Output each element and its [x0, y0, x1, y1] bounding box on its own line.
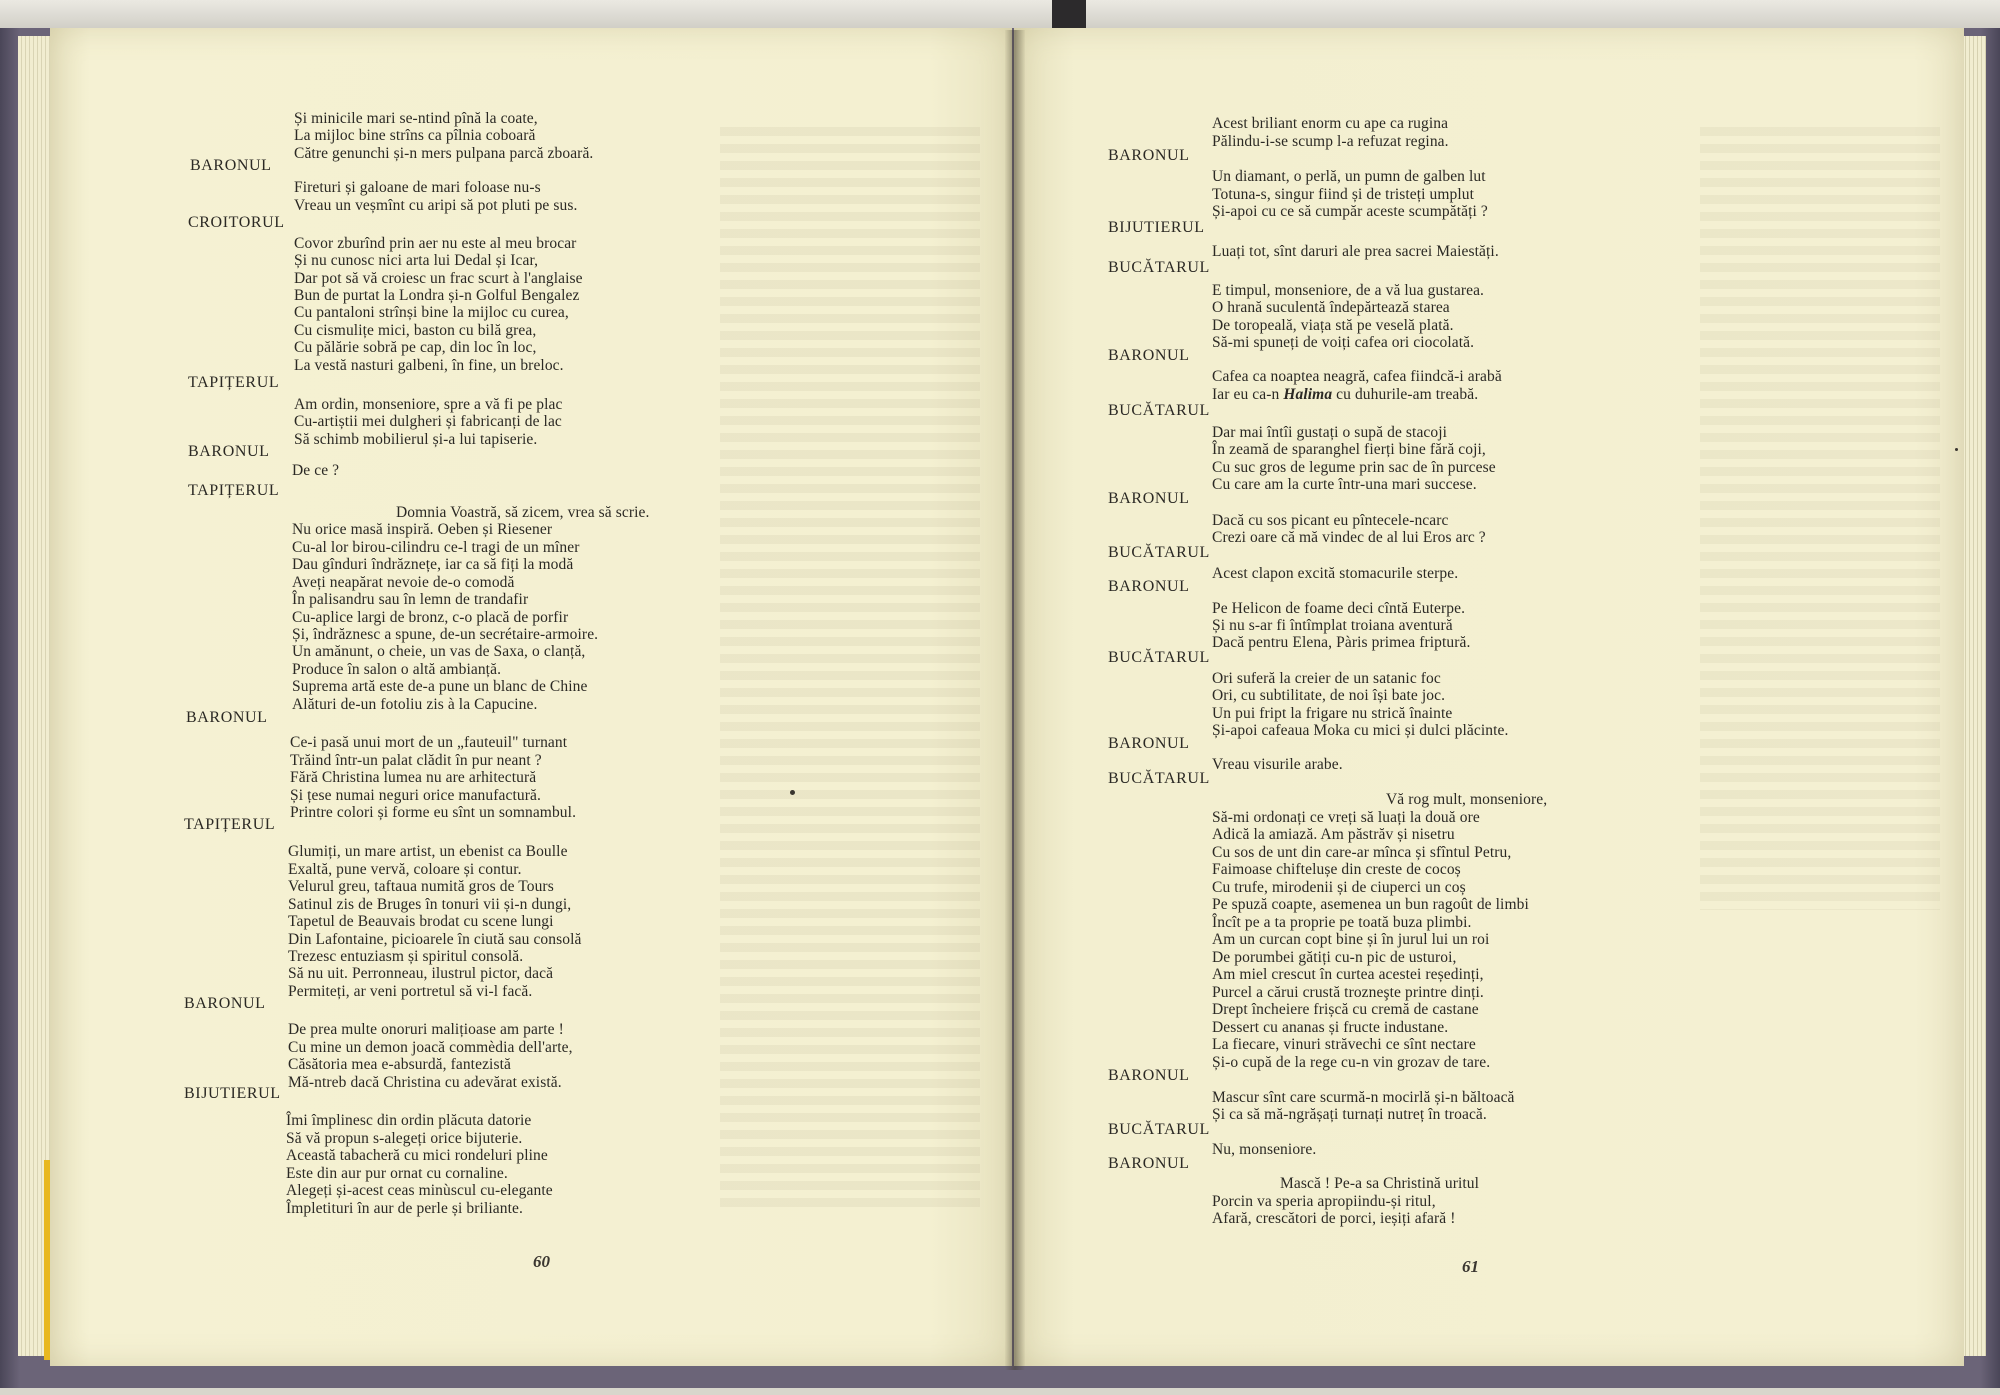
verse-line: Iar eu ca-n Halima cu duhurile-am treabă. — [1212, 386, 1479, 403]
verse-line: Și-o cupă de la rege cu-n vin grozav de tare. — [1212, 1054, 1491, 1071]
verse-line: Suprema artă este de-a pune un blanc de Chine — [292, 678, 588, 695]
speaker-name: BARONUL — [1108, 1067, 1190, 1084]
verse-line: Cu mine un demon joacă commèdia dell'arte, — [288, 1039, 573, 1056]
verse-line: Acest clapon excită stomacurile sterpe. — [1212, 565, 1459, 582]
speaker-name: BARONUL — [1108, 147, 1190, 164]
verse-line: Către genunchi și-n mers pulpana parcă zboară. — [294, 145, 594, 162]
verse-line: Ce-i pasă unui mort de un „fauteuil" turnant — [290, 734, 568, 751]
verse-line: Am miel crescut în curtea acestei reședinți, — [1212, 966, 1484, 983]
verse-line: Este din aur pur ornat cu cornaline. — [286, 1165, 508, 1182]
speaker-name: CROITORUL — [188, 214, 285, 231]
verse-line: Adică la amiază. Am păstrăv și nisetru — [1212, 826, 1455, 843]
verse-line: Purcel a cărui crustă trozneşte printre dinți. — [1212, 984, 1484, 1001]
verse-line: Cu pălărie sobră pe cap, din loc în loc, — [294, 339, 537, 356]
speaker-name: BARONUL — [188, 443, 270, 460]
speaker-name: BUCĂTARUL — [1108, 259, 1210, 276]
verse-line: Trezesc entuziasm și spiritul consolă. — [288, 948, 524, 965]
speaker-name: BARONUL — [190, 157, 272, 174]
verse-line: Această tabacheră cu mici rondeluri pline — [286, 1147, 548, 1164]
verse-line: Cu suc gros de legume prin sac de în purcese — [1212, 459, 1496, 476]
verse-line: Pălindu-i-se scump l-a refuzat regina. — [1212, 133, 1449, 150]
ink-dot — [790, 790, 795, 795]
verse-line: Să nu uit. Perronneau, ilustrul pictor, dacă — [288, 965, 554, 982]
verse-line: Produce în salon o altă ambianță. — [292, 661, 502, 678]
verse-line: Nu, monseniore. — [1212, 1141, 1317, 1158]
speaker-name: BUCĂTARUL — [1108, 544, 1210, 561]
verse-line: Din Lafontaine, picioarele în ciută sau consolă — [288, 931, 582, 948]
verse-line: Satinul zis de Bruges în tonuri vii și-n dungi, — [288, 896, 572, 913]
verse-line: Acest briliant enorm cu ape ca rugina — [1212, 115, 1449, 132]
verse-line: Dacă pentru Elena, Pàris primea friptură. — [1212, 634, 1471, 651]
verse-line: Dau gînduri îndrăznețe, iar ca să fiți la modă — [292, 556, 574, 573]
verse-line: Dar pot să vă croiesc un frac scurt à l'anglaise — [294, 270, 583, 287]
verse-line: Fireturi și galoane de mari foloase nu-s — [294, 179, 541, 196]
speaker-name: BARONUL — [1108, 490, 1190, 507]
verse-line: Să vă propun s-alegeți orice bijuterie. — [286, 1130, 523, 1147]
verse-line: De porumbei gătiți cu-n pic de usturoi, — [1212, 949, 1457, 966]
verse-line: Vă rog mult, monseniore, — [1386, 791, 1548, 808]
verse-line: Drept încheiere frișcă cu cremă de castane — [1212, 1001, 1479, 1018]
right-page-number: 61 — [1462, 1257, 1479, 1276]
verse-line: Să-mi spuneți de voiți cafea ori ciocolată. — [1212, 334, 1475, 351]
verse-line: Totuna-s, singur fiind și de tristeți umplut — [1212, 186, 1475, 203]
verse-line: Ori suferă la creier de un satanic foc — [1212, 670, 1441, 687]
speaker-name: BARONUL — [1108, 1155, 1190, 1172]
verse-line: Crezi oare că mă vindec de al lui Eros arc ? — [1212, 529, 1486, 546]
verse-line: Pe Helicon de foame deci cîntă Euterpe. — [1212, 600, 1466, 617]
verse-line: Dessert cu ananas și fructe industane. — [1212, 1019, 1449, 1036]
page-edges-left — [18, 36, 52, 1356]
verse-line: Cu-al lor birou-cilindru ce-l tragi de un mîner — [292, 539, 580, 556]
verse-line: Să-mi ordonați ce vreți să luați la două ore — [1212, 809, 1480, 826]
verse-line: În palisandru sau în lemn de trandafir — [292, 591, 529, 608]
verse-line: Aveți neapărat nevoie de-o comodă — [292, 574, 515, 591]
verse-line: Împletituri în aur de perle și briliante. — [286, 1200, 523, 1217]
verse-line: Și-apoi cafeaua Moka cu mici și dulci plăcinte. — [1212, 722, 1509, 739]
verse-line: E timpul, monseniore, de a vă lua gustarea. — [1212, 282, 1485, 299]
verse-line: Cu pantaloni strînși bine la mijloc cu curea, — [294, 304, 569, 321]
verse-line: Permiteți, ar veni portretul să vi-l facă. — [288, 983, 533, 1000]
verse-line: Un pui fript la frigare nu strică înainte — [1212, 705, 1453, 722]
verse-line: Trăind într-un palat clădit în pur neant ? — [290, 752, 542, 769]
verse-line: Nu orice masă inspiră. Oeben și Riesener — [292, 521, 553, 538]
left-page-number: 60 — [533, 1252, 550, 1271]
verse-line: Porcin va speria apropiindu-și ritul, — [1212, 1193, 1436, 1210]
verse-line: Și țese numai neguri orice manufactură. — [290, 787, 541, 804]
verse-line: Exaltă, pune vervă, coloare și contur. — [288, 861, 522, 878]
show-through-texture-right — [1700, 110, 1940, 910]
verse-line: Cu-artiștii mei dulgheri și fabricanți de lac — [294, 413, 562, 430]
book-gutter — [1005, 30, 1025, 1370]
verse-line: Cu care am la curte într-una mari succese. — [1212, 476, 1477, 493]
verse-line: Am ordin, monseniore, spre a vă fi pe plac — [294, 396, 563, 413]
verse-line: Și-apoi cu ce să cumpăr aceste scumpătăți ? — [1212, 203, 1488, 220]
speaker-name: TAPIȚERUL — [184, 816, 276, 833]
verse-line: Și nu s-ar fi întîmplat troiana aventură — [1212, 617, 1453, 634]
verse-line: Luați tot, sînt daruri ale prea sacrei Maiestăți. — [1212, 243, 1499, 260]
verse-line: Cafea ca noaptea neagră, cafea fiindcă-i arabă — [1212, 368, 1502, 385]
verse-line: Mascur sînt care scurmă-n mocirlă și-n băltoacă — [1212, 1089, 1515, 1106]
verse-line: O hrană suculentă îndepărtează starea — [1212, 299, 1450, 316]
verse-line: La vestă nasturi galbeni, în fine, un breloc. — [294, 357, 564, 374]
verse-line: Încît pe a ta proprie pe toată buza plimbi. — [1212, 914, 1472, 931]
verse-line: În zeamă de sparanghel fierți bine fără coji, — [1212, 441, 1486, 458]
verse-line: Și, îndrăznesc a spune, de-un secrétaire-armoire. — [292, 626, 599, 643]
speaker-name: BUCĂTARUL — [1108, 770, 1210, 787]
speaker-name: BARONUL — [1108, 578, 1190, 595]
verse-line: Mască ! Pe-a sa Christină uritul — [1280, 1175, 1480, 1192]
verse-line: La fiecare, vinuri străvechi ce sînt nectare — [1212, 1036, 1476, 1053]
verse-line: Să schimb mobilierul și-a lui tapiserie. — [294, 431, 538, 448]
speaker-name: BIJUTIERUL — [1108, 219, 1205, 236]
show-through-texture-left — [720, 110, 980, 1210]
verse-line: Cu trufe, mirodenii și de ciuperci un coș — [1212, 879, 1466, 896]
speaker-name: TAPIȚERUL — [188, 374, 280, 391]
verse-line: Am un curcan copt bine și în jurul lui un roi — [1212, 931, 1490, 948]
verse-line: De prea multe onoruri malițioase am parte ! — [288, 1021, 564, 1038]
verse-line: Domnia Voastră, să zicem, vrea să scrie. — [396, 504, 650, 521]
verse-line: La mijloc bine strîns ca pîlnia coboară — [294, 127, 536, 144]
verse-line: Alegeți și-acest ceas minùscul cu-elegante — [286, 1182, 553, 1199]
speaker-name: BUCĂTARUL — [1108, 649, 1210, 666]
verse-line: De toropeală, viața stă pe veselă plată. — [1212, 317, 1454, 334]
verse-line: Fără Christina lumea nu are arhitectură — [290, 769, 537, 786]
verse-line: Printre colori și forme eu sînt un somnambul. — [290, 804, 577, 821]
verse-line: Vreau visurile arabe. — [1212, 756, 1343, 773]
verse-line: Vreau un veșmînt cu aripi să pot pluti pe sus. — [294, 197, 578, 214]
verse-line: Afară, crescători de porci, ieșiți afară ! — [1212, 1210, 1456, 1227]
verse-line: Pe spuză coapte, asemenea un bun ragoût de limbi — [1212, 896, 1529, 913]
verse-line: Căsătoria mea e-absurdă, fantezistă — [288, 1056, 511, 1073]
speaker-name: BUCĂTARUL — [1108, 402, 1210, 419]
verse-line: Și nu cunosc nici arta lui Dedal și Icar, — [294, 252, 539, 269]
ink-dot — [1955, 448, 1958, 451]
verse-line: Cu sos de unt din care-ar mînca și sfîntul Petru, — [1212, 844, 1512, 861]
verse-line: Dar mai întîi gustați o supă de stacoji — [1212, 424, 1448, 441]
speaker-name: BARONUL — [186, 709, 268, 726]
verse-line: Un amănunt, o cheie, un vas de Saxa, o clanță, — [292, 643, 586, 660]
verse-line: Îmi împlinesc din ordin plăcuta datorie — [286, 1112, 532, 1129]
verse-line: Și ca să mă-ngrășați turnați nutreț în troacă. — [1212, 1106, 1487, 1123]
speaker-name: BARONUL — [1108, 347, 1190, 364]
verse-line: Cu cismulițe mici, baston cu bilă grea, — [294, 322, 537, 339]
background-top — [0, 0, 2000, 30]
verse-line: Bun de purtat la Londra și-n Golful Bengalez — [294, 287, 580, 304]
verse-line: Mă-ntreb dacă Christina cu adevărat există. — [288, 1074, 562, 1091]
verse-line: Și minicile mari se-ntind pînă la coate, — [294, 110, 538, 127]
verse-line: Un diamant, o perlă, un pumn de galben lut — [1212, 168, 1486, 185]
verse-line: De ce ? — [292, 462, 340, 479]
verse-line: Dacă cu sos picant eu pîntecele-ncarc — [1212, 512, 1449, 529]
verse-line: Ori, cu subtilitate, de noi își bate joc. — [1212, 687, 1446, 704]
speaker-name: BIJUTIERUL — [184, 1085, 281, 1102]
speaker-name: TAPIȚERUL — [188, 482, 280, 499]
verse-line: Velurul greu, taftaua numită gros de Tours — [288, 878, 554, 895]
page-edges-right — [1962, 36, 1986, 1356]
verse-line: Faimoase chiftelușe din creste de cocoș — [1212, 861, 1461, 878]
book-spine — [1052, 0, 1086, 30]
verse-line: Alături de-un fotoliu zis à la Capucine. — [292, 696, 538, 713]
speaker-name: BARONUL — [184, 995, 266, 1012]
speaker-name: BARONUL — [1108, 735, 1190, 752]
verse-line: Tapetul de Beauvais brodat cu scene lungi — [288, 913, 554, 930]
verse-line: Covor zburînd prin aer nu este al meu brocar — [294, 235, 577, 252]
speaker-name: BUCĂTARUL — [1108, 1121, 1210, 1138]
verse-line: Glumiți, un mare artist, un ebenist ca Boulle — [288, 843, 568, 860]
verse-line: Cu-aplice largi de bronz, c-o placă de porfir — [292, 609, 569, 626]
